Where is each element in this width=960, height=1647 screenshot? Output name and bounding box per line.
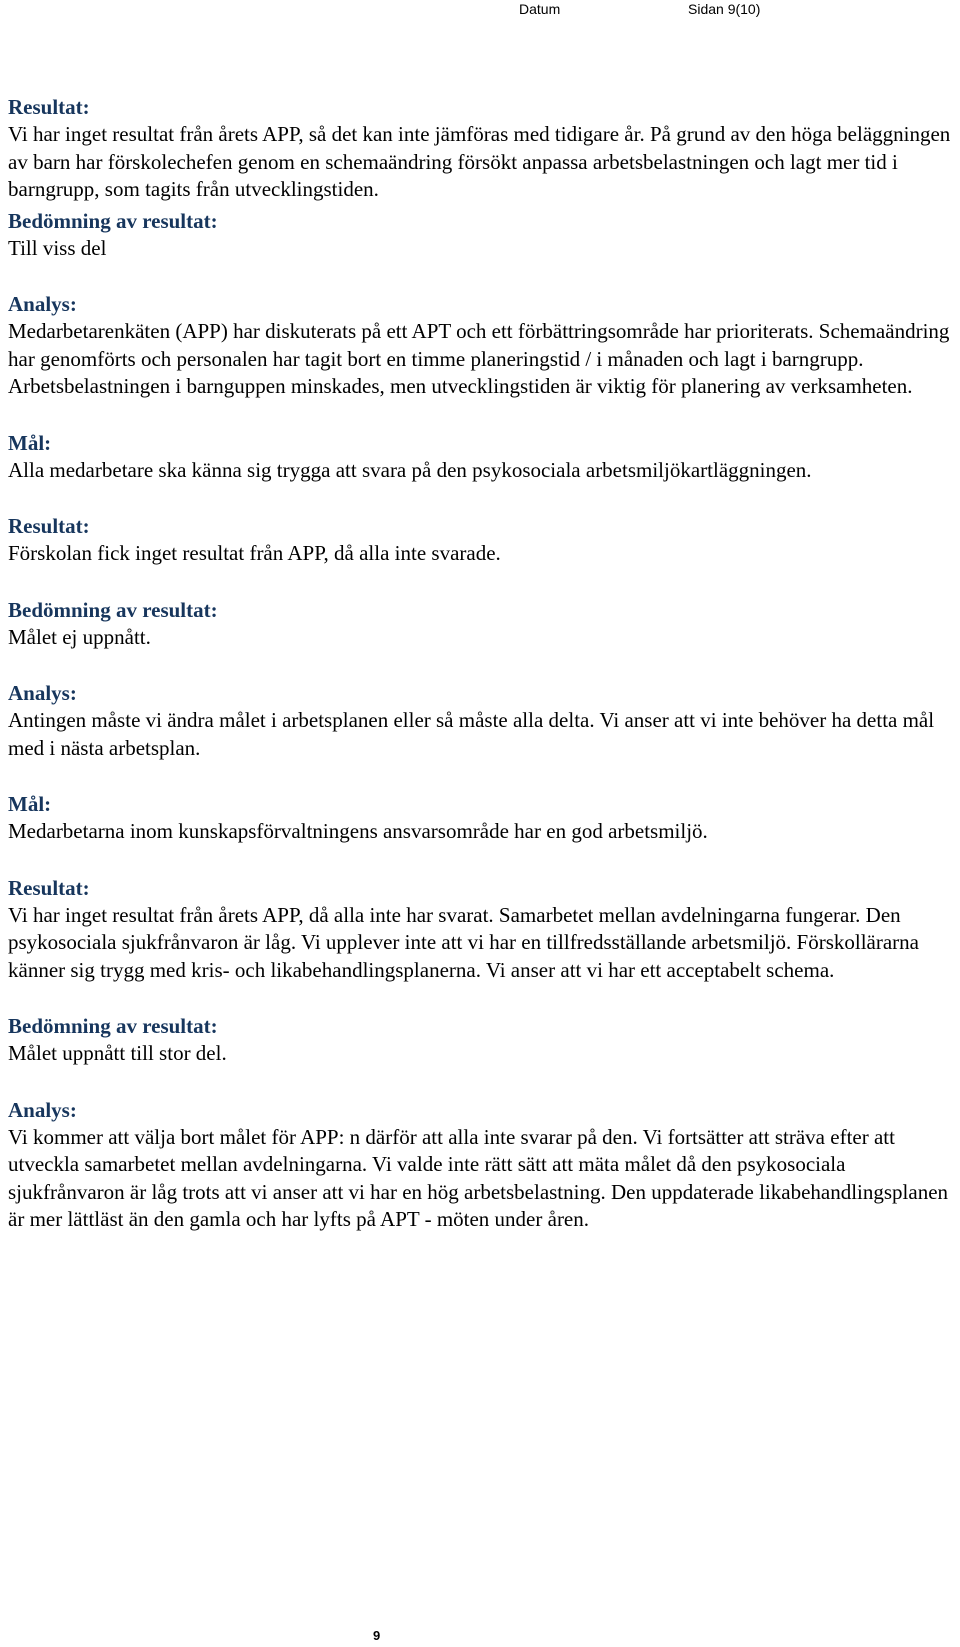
- section-bedomning-2: [8, 596, 953, 652]
- section-text: Medarbetarenkäten (APP) har diskuterats på ett APT och ett förbättringsområde har prioriterats. Schemaändring har genomförts och personalen har tagit bort en timme planeringstid / i månaden och lagt i barngrupp. Arbetsbelastningen i barnguppen minskades, men utvecklingstiden är viktig för planering av verksamheten.: [8, 319, 950, 398]
- section-mal-1: [8, 429, 953, 485]
- page-number: 9: [373, 1628, 381, 1643]
- section-bedomning-1: [8, 207, 953, 263]
- section-text: Förskolan fick inget resultat från APP, då alla inte svarade.: [8, 541, 501, 565]
- section-heading: Bedömning av resultat:: [8, 208, 218, 233]
- section-heading: Mål:: [8, 430, 52, 455]
- section-heading: Mål:: [8, 792, 52, 816]
- section-text: Vi har inget resultat från årets APP, då alla inte har svarat. Samarbetet mellan avdelningarna fungerar. Den psykosociala sjukfrånvaron är låg. Vi upplever inte att vi har en tillfredsställande arbetsmiljö. Förskollärarna känner sig trygg med kris- och likabehandlingsplanerna. Vi anser att vi har ett acceptabelt schema.: [8, 902, 919, 982]
- section-bedomning-3: [8, 1012, 953, 1068]
- section-analys-1: [8, 290, 953, 401]
- section-text: Vi kommer att välja bort målet för APP: n därför att alla inte svarar på den. Vi fortsätter att sträva efter att utveckla samarbetet mellan avdelningarna. Vi valde inte rätt sätt att mäta målet då den psykosociala sjukfrånvaron är låg trots att vi anser att vi har en hög arbetsbelastning. Den uppdaterade likabehandlingsplanen är mer lättläst än den gamla och har lyfts på APT - möten under åren.: [8, 1124, 949, 1231]
- section-heading: Analys:: [8, 681, 77, 705]
- section-text: Vi har inget resultat från årets APP, så det kan inte jämföras med tidigare år. På grund av den höga beläggningen av barn har förskolechefen genom en schemaändring försökt anpassa arbetsbelastningen och lagt mer tid i barngrupp, som tagits från utvecklingstiden.: [8, 122, 951, 201]
- section-resultat-2: [8, 512, 953, 568]
- section-mal-2: [8, 790, 953, 846]
- section-heading: Analys:: [8, 1097, 77, 1122]
- section-text: Alla medarbetare ska känna sig trygga att svara på den psykosociala arbetsmiljökartläggningen.: [8, 457, 812, 482]
- section-heading: Resultat:: [8, 875, 90, 900]
- section-heading: Bedömning av resultat:: [8, 597, 218, 622]
- section-heading: Bedömning av resultat:: [8, 1014, 218, 1038]
- date-label: Datum: [519, 1, 561, 17]
- section-text: Till viss del: [8, 235, 107, 260]
- section-heading: Resultat:: [8, 95, 90, 119]
- section-heading: Resultat:: [8, 514, 90, 538]
- section-analys-2: [8, 679, 953, 762]
- section-analys-3: [8, 1096, 953, 1234]
- page-label: Sidan 9(10): [688, 1, 761, 17]
- section-text: Antingen måste vi ändra målet i arbetsplanen eller så måste alla delta. Vi anser att vi inte behöver ha detta mål med i nästa arbetsplan.: [8, 708, 935, 760]
- section-resultat-3: [8, 874, 953, 985]
- section-text: Målet uppnått till stor del.: [8, 1041, 227, 1065]
- section-heading: Analys:: [8, 292, 77, 316]
- page-header: [0, 0, 960, 30]
- document-body: [8, 93, 953, 1262]
- section-text: Medarbetarna inom kunskapsförvaltningens ansvarsområde har en god arbetsmiljö.: [8, 819, 708, 843]
- section-text: Målet ej uppnått.: [8, 624, 151, 649]
- section-resultat-1: [8, 93, 953, 204]
